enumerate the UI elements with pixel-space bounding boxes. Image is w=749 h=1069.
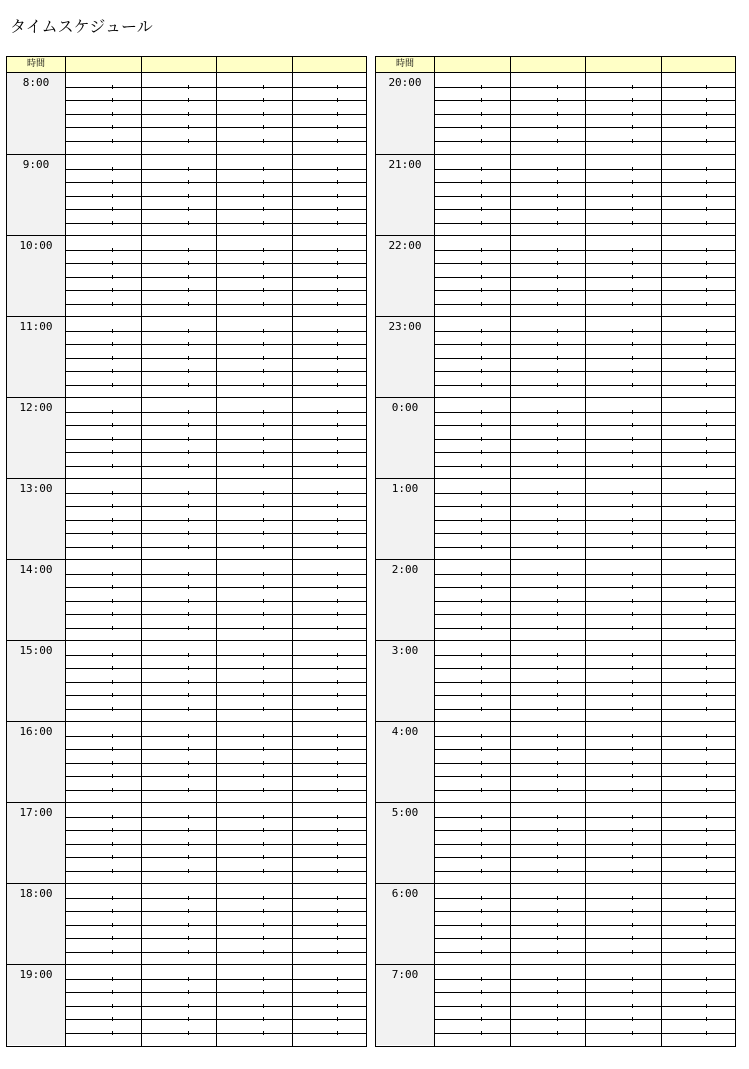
schedule-cell-column-2[interactable] bbox=[142, 236, 216, 316]
schedule-cell-column-1[interactable] bbox=[66, 155, 141, 235]
time-cell bbox=[376, 560, 434, 640]
schedule-cell-column-2[interactable] bbox=[142, 560, 216, 640]
time-label: 20:00 bbox=[388, 76, 422, 89]
time-label: 21:00 bbox=[388, 158, 422, 171]
hour-block bbox=[376, 883, 735, 964]
schedule-cell-column-3[interactable] bbox=[586, 398, 661, 478]
schedule-cell-column-2[interactable] bbox=[511, 155, 585, 235]
schedule-cell-column-3[interactable] bbox=[586, 722, 661, 802]
schedule-cell-column-1[interactable] bbox=[435, 641, 510, 721]
schedule-cell-column-1[interactable] bbox=[66, 722, 141, 802]
schedule-cell-column-3[interactable] bbox=[586, 73, 661, 154]
schedule-cell-column-3[interactable] bbox=[217, 236, 292, 316]
schedule-cell-column-3[interactable] bbox=[217, 317, 292, 397]
schedule-cell-column-3[interactable] bbox=[217, 398, 292, 478]
time-cell bbox=[376, 803, 434, 883]
schedule-cell-column-4[interactable] bbox=[662, 641, 734, 721]
time-label: 4:00 bbox=[391, 725, 419, 738]
time-label: 6:00 bbox=[391, 887, 419, 900]
left-header-column-2[interactable] bbox=[142, 57, 216, 72]
right-header-row bbox=[376, 57, 735, 73]
time-cell bbox=[7, 73, 65, 154]
time-label: 8:00 bbox=[22, 76, 50, 89]
time-label: 7:00 bbox=[391, 968, 419, 981]
schedule-cell-column-3[interactable] bbox=[217, 560, 292, 640]
schedule-cell-column-3[interactable] bbox=[586, 884, 661, 964]
schedule-cell-column-2[interactable] bbox=[511, 803, 585, 883]
hour-block bbox=[7, 721, 366, 802]
schedule-cell-column-4[interactable] bbox=[662, 965, 734, 1045]
schedule-cell-column-2[interactable] bbox=[142, 479, 216, 559]
schedule-cell-column-2[interactable] bbox=[511, 722, 585, 802]
schedule-cell-column-4[interactable] bbox=[293, 803, 365, 883]
right-column-divider bbox=[434, 57, 435, 1046]
schedule-cell-column-4[interactable] bbox=[293, 73, 365, 154]
time-cell bbox=[376, 965, 434, 1045]
schedule-cell-column-3[interactable] bbox=[217, 722, 292, 802]
schedule-cell-column-1[interactable] bbox=[66, 965, 141, 1045]
time-label: 16:00 bbox=[19, 725, 53, 738]
left-header-time: 時間 bbox=[26, 59, 45, 69]
hour-block bbox=[376, 721, 735, 802]
schedule-cell-column-3[interactable] bbox=[217, 803, 292, 883]
hour-block bbox=[7, 397, 366, 478]
hour-block bbox=[7, 316, 366, 397]
schedule-cell-column-4[interactable] bbox=[293, 398, 365, 478]
left-column-divider bbox=[65, 57, 66, 1046]
time-cell bbox=[376, 236, 434, 316]
schedule-cell-column-1[interactable] bbox=[435, 155, 510, 235]
left-column-divider bbox=[292, 57, 293, 1046]
schedule-cell-column-2[interactable] bbox=[142, 641, 216, 721]
time-cell bbox=[376, 479, 434, 559]
schedule-cell-column-3[interactable] bbox=[586, 479, 661, 559]
time-cell bbox=[376, 155, 434, 235]
time-cell bbox=[376, 73, 434, 154]
hour-block bbox=[376, 235, 735, 316]
time-cell bbox=[7, 155, 65, 235]
time-cell bbox=[7, 398, 65, 478]
time-label: 5:00 bbox=[391, 806, 419, 819]
schedule-cell-column-4[interactable] bbox=[662, 236, 734, 316]
schedule-cell-column-2[interactable] bbox=[142, 965, 216, 1045]
schedule-cell-column-4[interactable] bbox=[293, 965, 365, 1045]
schedule-table-right bbox=[375, 56, 736, 1047]
time-label: 14:00 bbox=[19, 563, 53, 576]
time-label: 9:00 bbox=[22, 158, 50, 171]
time-label: 10:00 bbox=[19, 239, 53, 252]
left-header-row bbox=[7, 57, 366, 73]
schedule-cell-column-1[interactable] bbox=[435, 965, 510, 1045]
schedule-cell-column-4[interactable] bbox=[293, 155, 365, 235]
right-header-column-1[interactable] bbox=[435, 57, 510, 72]
hour-block bbox=[7, 73, 366, 154]
schedule-cell-column-4[interactable] bbox=[662, 884, 734, 964]
schedule-cell-column-2[interactable] bbox=[511, 73, 585, 154]
schedule-cell-column-1[interactable] bbox=[435, 73, 510, 154]
schedule-cell-column-2[interactable] bbox=[511, 479, 585, 559]
schedule-cell-column-4[interactable] bbox=[662, 803, 734, 883]
left-header-column-1[interactable] bbox=[66, 57, 141, 72]
schedule-cell-column-2[interactable] bbox=[142, 155, 216, 235]
schedule-cell-column-1[interactable] bbox=[435, 317, 510, 397]
schedule-cell-column-3[interactable] bbox=[217, 155, 292, 235]
schedule-cell-column-1[interactable] bbox=[435, 479, 510, 559]
time-label: 13:00 bbox=[19, 482, 53, 495]
time-cell bbox=[7, 479, 65, 559]
schedule-cell-column-4[interactable] bbox=[662, 722, 734, 802]
time-label: 2:00 bbox=[391, 563, 419, 576]
right-header-column-3[interactable] bbox=[586, 57, 661, 72]
schedule-cell-column-4[interactable] bbox=[662, 317, 734, 397]
schedule-cell-column-1[interactable] bbox=[66, 398, 141, 478]
schedule-cell-column-2[interactable] bbox=[142, 73, 216, 154]
schedule-cell-column-1[interactable] bbox=[435, 803, 510, 883]
schedule-cell-column-4[interactable] bbox=[662, 155, 734, 235]
schedule-cell-column-1[interactable] bbox=[66, 317, 141, 397]
schedule-cell-column-3[interactable] bbox=[586, 236, 661, 316]
schedule-cell-column-2[interactable] bbox=[511, 317, 585, 397]
hour-block bbox=[7, 640, 366, 721]
schedule-cell-column-3[interactable] bbox=[586, 155, 661, 235]
time-label: 18:00 bbox=[19, 887, 53, 900]
time-cell bbox=[376, 722, 434, 802]
hour-block bbox=[7, 559, 366, 640]
time-label: 0:00 bbox=[391, 401, 419, 414]
schedule-cell-column-1[interactable] bbox=[66, 479, 141, 559]
left-header-column-4[interactable] bbox=[293, 57, 365, 72]
time-label: 1:00 bbox=[391, 482, 419, 495]
schedule-cell-column-2[interactable] bbox=[142, 884, 216, 964]
time-cell bbox=[376, 884, 434, 964]
schedule-table-left bbox=[6, 56, 367, 1047]
time-cell bbox=[7, 965, 65, 1045]
schedule-cell-column-4[interactable] bbox=[293, 236, 365, 316]
time-cell bbox=[376, 317, 434, 397]
time-cell bbox=[7, 236, 65, 316]
schedule-cell-column-2[interactable] bbox=[142, 803, 216, 883]
schedule-cell-column-3[interactable] bbox=[217, 884, 292, 964]
hour-block bbox=[7, 154, 366, 235]
left-column-divider bbox=[141, 57, 142, 1046]
schedule-cell-column-1[interactable] bbox=[435, 398, 510, 478]
schedule-cell-column-1[interactable] bbox=[435, 236, 510, 316]
schedule-cell-column-2[interactable] bbox=[511, 884, 585, 964]
schedule-cell-column-1[interactable] bbox=[435, 884, 510, 964]
schedule-cell-column-1[interactable] bbox=[66, 641, 141, 721]
schedule-cell-column-3[interactable] bbox=[217, 479, 292, 559]
time-label: 22:00 bbox=[388, 239, 422, 252]
schedule-cell-column-1[interactable] bbox=[66, 73, 141, 154]
right-column-divider bbox=[661, 57, 662, 1046]
left-column-divider bbox=[216, 57, 217, 1046]
schedule-cell-column-2[interactable] bbox=[511, 398, 585, 478]
right-header-column-4[interactable] bbox=[662, 57, 734, 72]
hour-block bbox=[376, 316, 735, 397]
hour-block bbox=[376, 964, 735, 1045]
hour-block bbox=[376, 802, 735, 883]
schedule-cell-column-3[interactable] bbox=[217, 641, 292, 721]
schedule-cell-column-1[interactable] bbox=[66, 803, 141, 883]
time-cell bbox=[7, 317, 65, 397]
schedule-cell-column-4[interactable] bbox=[662, 398, 734, 478]
schedule-cell-column-4[interactable] bbox=[293, 722, 365, 802]
schedule-cell-column-3[interactable] bbox=[217, 965, 292, 1045]
schedule-cell-column-1[interactable] bbox=[66, 884, 141, 964]
schedule-cell-column-3[interactable] bbox=[586, 641, 661, 721]
hour-block bbox=[376, 154, 735, 235]
time-label: 15:00 bbox=[19, 644, 53, 657]
time-label: 11:00 bbox=[19, 320, 53, 333]
schedule-cell-column-1[interactable] bbox=[66, 236, 141, 316]
schedule-cell-column-4[interactable] bbox=[293, 317, 365, 397]
schedule-cell-column-3[interactable] bbox=[586, 965, 661, 1045]
hour-block bbox=[7, 802, 366, 883]
schedule-cell-column-3[interactable] bbox=[586, 803, 661, 883]
right-column-divider bbox=[585, 57, 586, 1046]
schedule-cell-column-4[interactable] bbox=[293, 560, 365, 640]
schedule-cell-column-4[interactable] bbox=[293, 641, 365, 721]
time-label: 3:00 bbox=[391, 644, 419, 657]
hour-block bbox=[376, 559, 735, 640]
schedule-cell-column-2[interactable] bbox=[142, 722, 216, 802]
hour-block bbox=[376, 478, 735, 559]
time-cell bbox=[7, 722, 65, 802]
time-label: 19:00 bbox=[19, 968, 53, 981]
schedule-cell-column-2[interactable] bbox=[511, 641, 585, 721]
schedule-cell-column-4[interactable] bbox=[293, 479, 365, 559]
time-cell bbox=[7, 803, 65, 883]
hour-block bbox=[376, 640, 735, 721]
page-title: タイムスケジュール bbox=[10, 17, 153, 36]
schedule-cell-column-4[interactable] bbox=[293, 884, 365, 964]
schedule-cell-column-2[interactable] bbox=[142, 398, 216, 478]
hour-block bbox=[7, 478, 366, 559]
hour-block bbox=[376, 397, 735, 478]
time-cell bbox=[376, 641, 434, 721]
right-header-column-2[interactable] bbox=[511, 57, 585, 72]
time-label: 23:00 bbox=[388, 320, 422, 333]
schedule-cell-column-1[interactable] bbox=[435, 722, 510, 802]
hour-block bbox=[7, 883, 366, 964]
schedule-cell-column-4[interactable] bbox=[662, 479, 734, 559]
hour-block bbox=[7, 235, 366, 316]
right-header-time: 時間 bbox=[395, 59, 414, 69]
schedule-cell-column-4[interactable] bbox=[662, 73, 734, 154]
time-label: 12:00 bbox=[19, 401, 53, 414]
hour-block bbox=[376, 73, 735, 154]
hour-block bbox=[7, 964, 366, 1045]
right-column-divider bbox=[510, 57, 511, 1046]
left-header-column-3[interactable] bbox=[217, 57, 292, 72]
schedule-cell-column-1[interactable] bbox=[435, 560, 510, 640]
time-label: 17:00 bbox=[19, 806, 53, 819]
schedule-cell-column-2[interactable] bbox=[142, 317, 216, 397]
schedule-cell-column-1[interactable] bbox=[66, 560, 141, 640]
schedule-cell-column-2[interactable] bbox=[511, 560, 585, 640]
schedule-cell-column-3[interactable] bbox=[586, 560, 661, 640]
time-cell bbox=[7, 641, 65, 721]
time-cell bbox=[7, 884, 65, 964]
schedule-cell-column-2[interactable] bbox=[511, 236, 585, 316]
schedule-cell-column-3[interactable] bbox=[217, 73, 292, 154]
schedule-cell-column-2[interactable] bbox=[511, 965, 585, 1045]
time-cell bbox=[376, 398, 434, 478]
time-cell bbox=[7, 560, 65, 640]
schedule-cell-column-4[interactable] bbox=[662, 560, 734, 640]
schedule-cell-column-3[interactable] bbox=[586, 317, 661, 397]
